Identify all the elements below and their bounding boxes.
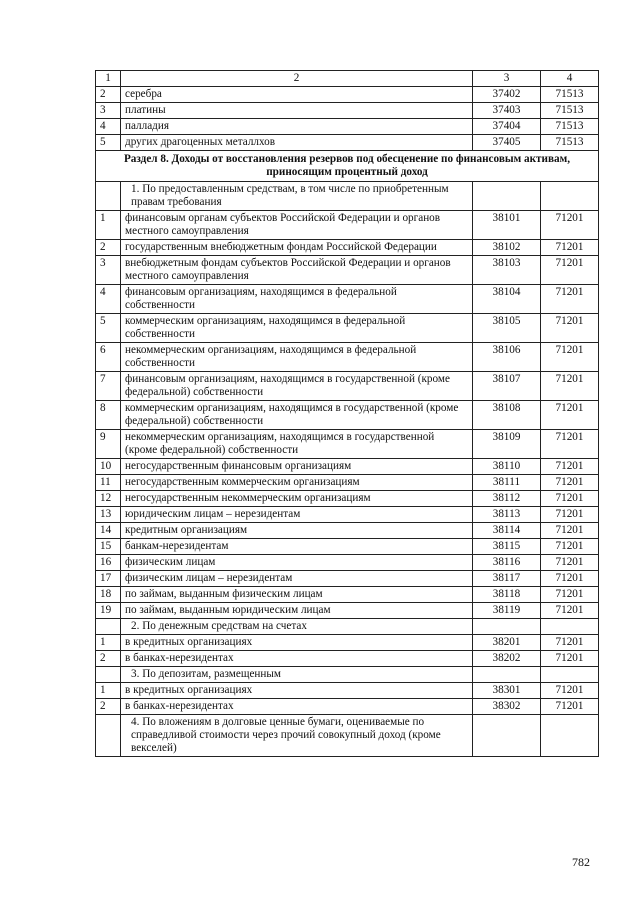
table-row xyxy=(96,103,599,119)
row-description: физическим лицам – нерезидентам xyxy=(121,571,473,587)
table-row xyxy=(96,372,599,401)
row-symbol-code: 71201 xyxy=(541,699,599,715)
row-symbol-code: 71513 xyxy=(541,87,599,103)
row-account-code: 38118 xyxy=(473,587,541,603)
row-account-code: 38117 xyxy=(473,571,541,587)
group-heading-row xyxy=(96,715,599,757)
row-account-code: 37405 xyxy=(473,135,541,151)
table-row xyxy=(96,343,599,372)
row-number: 2 xyxy=(96,651,121,667)
row-description: платины xyxy=(121,103,473,119)
row-symbol-code: 71201 xyxy=(541,372,599,401)
row-account-code: 38114 xyxy=(473,523,541,539)
row-account-code: 37403 xyxy=(473,103,541,119)
empty-cell xyxy=(96,715,121,757)
table-row xyxy=(96,87,599,103)
empty-cell xyxy=(473,667,541,683)
empty-cell xyxy=(473,182,541,211)
table-row xyxy=(96,314,599,343)
row-symbol-code: 71201 xyxy=(541,683,599,699)
table-row xyxy=(96,539,599,555)
table-row xyxy=(96,491,599,507)
row-description: некоммерческим организациям, находящимся в государственной (кроме федеральной) собственности xyxy=(121,430,473,459)
table-row xyxy=(96,475,599,491)
row-account-code: 38201 xyxy=(473,635,541,651)
row-symbol-code: 71513 xyxy=(541,103,599,119)
table-row xyxy=(96,571,599,587)
row-account-code: 38101 xyxy=(473,211,541,240)
row-account-code: 38107 xyxy=(473,372,541,401)
row-number: 2 xyxy=(96,240,121,256)
row-account-code: 38116 xyxy=(473,555,541,571)
row-symbol-code: 71201 xyxy=(541,314,599,343)
row-symbol-code: 71201 xyxy=(541,475,599,491)
row-number: 10 xyxy=(96,459,121,475)
row-symbol-code: 71201 xyxy=(541,240,599,256)
row-symbol-code: 71201 xyxy=(541,587,599,603)
row-description: юридическим лицам – нерезидентам xyxy=(121,507,473,523)
group-2-rows xyxy=(96,635,599,667)
table-row xyxy=(96,651,599,667)
table-row xyxy=(96,507,599,523)
row-number: 12 xyxy=(96,491,121,507)
header-col-2: 2 xyxy=(121,71,473,87)
table-row xyxy=(96,587,599,603)
row-number: 1 xyxy=(96,683,121,699)
row-description: негосударственным финансовым организациям xyxy=(121,459,473,475)
table-row xyxy=(96,683,599,699)
row-description: финансовым организациям, находящимся в федеральной собственности xyxy=(121,285,473,314)
row-number: 8 xyxy=(96,401,121,430)
row-number: 2 xyxy=(96,87,121,103)
table-row xyxy=(96,211,599,240)
row-description: в кредитных организациях xyxy=(121,683,473,699)
group-1-title: 1. По предоставленным средствам, в том числе по приобретенным правам требования xyxy=(121,182,473,211)
group-heading-row xyxy=(96,667,599,683)
table-row xyxy=(96,523,599,539)
row-symbol-code: 71201 xyxy=(541,211,599,240)
row-number: 14 xyxy=(96,523,121,539)
row-symbol-code: 71513 xyxy=(541,119,599,135)
header-col-4: 4 xyxy=(541,71,599,87)
row-number: 9 xyxy=(96,430,121,459)
row-account-code: 38104 xyxy=(473,285,541,314)
section-8-title: Раздел 8. Доходы от восстановления резервов под обесценение по финансовым активам, приносящим процентный доход xyxy=(96,151,599,182)
row-number: 7 xyxy=(96,372,121,401)
row-number: 5 xyxy=(96,314,121,343)
header-col-3: 3 xyxy=(473,71,541,87)
row-account-code: 38119 xyxy=(473,603,541,619)
row-account-code: 38112 xyxy=(473,491,541,507)
row-symbol-code: 71201 xyxy=(541,285,599,314)
table-row xyxy=(96,256,599,285)
empty-cell xyxy=(96,182,121,211)
empty-cell xyxy=(473,619,541,635)
row-description: серебра xyxy=(121,87,473,103)
row-description: некоммерческим организациям, находящимся в федеральной собственности xyxy=(121,343,473,372)
table-row xyxy=(96,459,599,475)
row-account-code: 38301 xyxy=(473,683,541,699)
table-row xyxy=(96,401,599,430)
row-number: 2 xyxy=(96,699,121,715)
row-description: в банках-нерезидентах xyxy=(121,651,473,667)
row-account-code: 38108 xyxy=(473,401,541,430)
row-number: 1 xyxy=(96,635,121,651)
row-account-code: 38102 xyxy=(473,240,541,256)
row-account-code: 38111 xyxy=(473,475,541,491)
row-number: 19 xyxy=(96,603,121,619)
row-symbol-code: 71201 xyxy=(541,430,599,459)
row-number: 15 xyxy=(96,539,121,555)
table-row xyxy=(96,699,599,715)
page-number: 782 xyxy=(572,855,590,869)
row-number: 17 xyxy=(96,571,121,587)
row-symbol-code: 71201 xyxy=(541,491,599,507)
row-number: 6 xyxy=(96,343,121,372)
row-symbol-code: 71201 xyxy=(541,459,599,475)
table-row xyxy=(96,119,599,135)
row-description: по займам, выданным физическим лицам xyxy=(121,587,473,603)
row-description: негосударственным некоммерческим организациям xyxy=(121,491,473,507)
table-row xyxy=(96,430,599,459)
table-row xyxy=(96,555,599,571)
row-description: по займам, выданным юридическим лицам xyxy=(121,603,473,619)
row-number: 1 xyxy=(96,211,121,240)
row-symbol-code: 71201 xyxy=(541,523,599,539)
row-description: коммерческим организациям, находящимся в федеральной собственности xyxy=(121,314,473,343)
table-header-row xyxy=(96,71,599,87)
empty-cell xyxy=(541,667,599,683)
row-description: в кредитных организациях xyxy=(121,635,473,651)
empty-cell xyxy=(96,619,121,635)
row-description: кредитным организациям xyxy=(121,523,473,539)
empty-cell xyxy=(541,715,599,757)
row-account-code: 38302 xyxy=(473,699,541,715)
row-symbol-code: 71201 xyxy=(541,571,599,587)
row-account-code: 38103 xyxy=(473,256,541,285)
row-description: физическим лицам xyxy=(121,555,473,571)
row-description: финансовым органам субъектов Российской Федерации и органов местного самоуправления xyxy=(121,211,473,240)
row-symbol-code: 71201 xyxy=(541,603,599,619)
row-number: 4 xyxy=(96,285,121,314)
row-symbol-code: 71201 xyxy=(541,507,599,523)
row-description: финансовым организациям, находящимся в государственной (кроме федеральной) собственности xyxy=(121,372,473,401)
group-heading-row xyxy=(96,619,599,635)
row-number: 16 xyxy=(96,555,121,571)
row-number: 5 xyxy=(96,135,121,151)
table-row xyxy=(96,603,599,619)
row-description: палладия xyxy=(121,119,473,135)
row-description: в банках-нерезидентах xyxy=(121,699,473,715)
row-symbol-code: 71201 xyxy=(541,343,599,372)
empty-cell xyxy=(541,619,599,635)
row-description: банкам-нерезидентам xyxy=(121,539,473,555)
group-2-title: 2. По денежным средствам на счетах xyxy=(121,619,473,635)
row-account-code: 37402 xyxy=(473,87,541,103)
row-description: государственным внебюджетным фондам Российской Федерации xyxy=(121,240,473,256)
row-number: 18 xyxy=(96,587,121,603)
row-description: коммерческим организациям, находящимся в государственной (кроме федеральной) собственности xyxy=(121,401,473,430)
row-number: 11 xyxy=(96,475,121,491)
row-account-code: 38115 xyxy=(473,539,541,555)
group-heading-row xyxy=(96,182,599,211)
group-3-rows xyxy=(96,683,599,715)
empty-cell xyxy=(541,182,599,211)
row-number: 3 xyxy=(96,256,121,285)
row-account-code: 38106 xyxy=(473,343,541,372)
row-description: других драгоценных металлхов xyxy=(121,135,473,151)
row-symbol-code: 71201 xyxy=(541,635,599,651)
group-4-title: 4. По вложениям в долговые ценные бумаги, оцениваемые по справедливой стоимости через прочий совокупный доход (кроме векселей) xyxy=(121,715,473,757)
row-symbol-code: 71201 xyxy=(541,539,599,555)
empty-cell xyxy=(96,667,121,683)
group-1-rows xyxy=(96,211,599,619)
row-symbol-code: 71513 xyxy=(541,135,599,151)
row-number: 13 xyxy=(96,507,121,523)
table-row xyxy=(96,635,599,651)
row-account-code: 38113 xyxy=(473,507,541,523)
row-description: негосударственным коммерческим организациям xyxy=(121,475,473,491)
row-symbol-code: 71201 xyxy=(541,651,599,667)
header-col-1: 1 xyxy=(96,71,121,87)
row-number: 4 xyxy=(96,119,121,135)
table-row xyxy=(96,135,599,151)
row-symbol-code: 71201 xyxy=(541,256,599,285)
table-row xyxy=(96,240,599,256)
row-account-code: 38202 xyxy=(473,651,541,667)
row-symbol-code: 71201 xyxy=(541,401,599,430)
group-3-title: 3. По депозитам, размещенным xyxy=(121,667,473,683)
table-row xyxy=(96,285,599,314)
row-account-code: 38110 xyxy=(473,459,541,475)
row-symbol-code: 71201 xyxy=(541,555,599,571)
accounts-table xyxy=(95,70,599,757)
row-account-code: 38109 xyxy=(473,430,541,459)
section-heading-row xyxy=(96,151,599,182)
row-description: внебюджетным фондам субъектов Российской Федерации и органов местного самоуправления xyxy=(121,256,473,285)
row-number: 3 xyxy=(96,103,121,119)
row-account-code: 38105 xyxy=(473,314,541,343)
row-account-code: 37404 xyxy=(473,119,541,135)
empty-cell xyxy=(473,715,541,757)
